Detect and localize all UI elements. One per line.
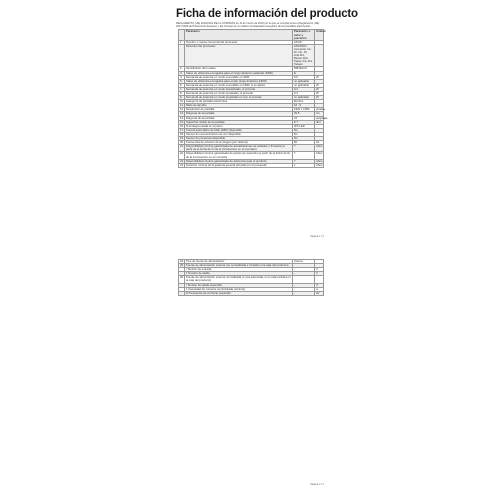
page-1 <box>173 8 358 240</box>
cell-param: Ratio de tamaño <box>185 104 293 108</box>
cell-unit: W <box>315 75 324 79</box>
cell-num: 3. <box>179 71 185 75</box>
cell-value: ASUSTeK Computer Inc., 1F, No. 15, Lide Rd., Beitou Dist., Taipei City 112, Taiwan <box>294 43 313 67</box>
cell-value: Monitor <box>293 100 315 104</box>
cell-param: Disponibilidad mínima garantizada de piezas de recambio (a partir de la fecha de fin de la introducción en el mercado) <box>185 152 293 159</box>
cell-value: No <box>293 132 315 136</box>
cell-num: 21. <box>179 145 185 152</box>
table-row <box>179 276 324 283</box>
cell-value: No <box>293 137 315 141</box>
cell-unit: W <box>315 96 324 100</box>
cell-num: 17. <box>180 127 184 132</box>
cell-param: ii Tensión de salida <box>185 272 293 276</box>
cell-value: 16 : 9 <box>293 104 315 108</box>
header-value: Parámetro o valor y precisión <box>293 30 315 40</box>
cell-num: 12. <box>180 107 184 112</box>
cell-value: - <box>293 291 315 295</box>
cell-param: Nombre o marca comercial del proveedor <box>185 40 293 44</box>
cell-param: Disponibilidad mínima garantizada de asistencia para el producto <box>185 159 293 163</box>
cell-num: 2. <box>179 67 185 71</box>
cell-param: Dirección del proveedor <box>185 44 293 67</box>
cell-value: - <box>293 268 315 272</box>
cell-param: Diagonal de la pantalla <box>185 116 293 120</box>
cell-param: Fuente de alimentación externa normalizada (o una adecuada, si no está incluida en la caja del producto) <box>186 275 291 283</box>
cell-unit: Años <box>315 152 324 159</box>
cell-num: 13. <box>180 111 184 116</box>
cell-value: E <box>293 71 315 75</box>
cell-num: 23. <box>180 158 184 163</box>
page-footer: Página 2 / 2 <box>310 483 324 486</box>
cell-num: 15. <box>180 119 184 124</box>
table-row <box>179 291 324 295</box>
cell-unit: V <box>315 283 324 287</box>
cell-num: 5. <box>179 79 185 83</box>
cell-param: Resolución de pantalla <box>185 108 293 112</box>
cell-param: Duración mínima de la garantía general ofrecida por el proveedor <box>185 163 293 167</box>
cell-value: No <box>293 128 315 132</box>
cell-num: 24. <box>180 162 184 167</box>
cell-unit: Años <box>315 145 324 152</box>
cell-param: Fuente de alimentación externa (no normalizada e incluida en la caja del producto) <box>185 264 293 268</box>
cell-value: MB16ACV <box>293 67 315 71</box>
header-unit: Unidad <box>315 30 324 40</box>
cell-unit: W <box>315 87 324 91</box>
cell-value: no aplicable <box>293 83 315 87</box>
document-title: Ficha de información del producto <box>176 8 358 20</box>
cell-value: 39.5 <box>293 112 315 116</box>
cell-num: 7. <box>179 87 185 91</box>
cell-param: i Tensión de salida requerida <box>185 283 293 287</box>
table-row <box>179 163 324 167</box>
cell-value: 0.3 <box>293 87 315 91</box>
cell-unit: cm <box>315 112 324 116</box>
cell-param: Demanda de potencia en modo encendido en HDR, si se aplica <box>185 83 293 87</box>
cell-unit: dm² <box>315 120 324 124</box>
cell-num: 16. <box>180 123 184 128</box>
cell-param: Demanda de potencia en modo desactivado, si procede <box>185 87 293 91</box>
cell-num: 18. <box>180 131 184 136</box>
cell-value: - <box>293 283 315 287</box>
cell-value: no aplicable <box>293 96 315 100</box>
table-row <box>179 44 324 67</box>
cell-value: no aplicable <box>293 79 315 83</box>
cell-param: Diagonal de la pantalla <box>185 112 293 116</box>
cell-param: Tecnología usada en el panel <box>185 124 293 128</box>
cell-param: Frecuencia de refresco de la imagen (por defecto) <box>185 141 293 145</box>
spec-table-continued <box>178 259 324 296</box>
cell-value: 6.7 <box>293 120 315 124</box>
cell-num: 10. <box>180 99 184 104</box>
cell-value: 16 <box>293 116 315 120</box>
cell-unit: W <box>315 83 324 87</box>
cell-param: iii Frecuencia de corriente requerida <box>185 291 293 295</box>
cell-unit: píxeles <box>316 107 325 112</box>
cell-value: - <box>293 272 315 276</box>
cell-value: 7 <box>293 152 315 159</box>
header-parameter: Parámetro <box>185 30 293 40</box>
cell-unit: A <box>315 287 324 291</box>
cell-unit: pulgadas <box>316 115 328 120</box>
cell-value: 1920 x 1080 <box>293 108 315 112</box>
cell-value: - <box>293 287 315 291</box>
cell-unit: Años <box>316 162 323 167</box>
cell-param: Demanda de potencia en modo preparado, si procede <box>185 92 293 96</box>
cell-unit: V <box>315 268 324 272</box>
page-2 <box>173 256 329 488</box>
regulation-text: REGLAMENTO (UE) 2019/2013 DE LA COMISIÓN de 11 de marzo de 2019 por el que se complementa el Reglamento (UE) 2017/1369 del Parlamento Europeo y del Consejo en lo relativo al etiquetado energético de las pantallas electrónicas <box>176 22 320 29</box>
cell-param: Clase de eficiencia energética para el rango dinámico estándar (SDR) <box>185 71 293 75</box>
table-header-row <box>179 30 324 40</box>
cell-unit: V <box>315 272 324 276</box>
page-footer: Página 1 / 2 <box>310 235 324 238</box>
cell-value: 7 <box>293 159 315 163</box>
cell-param: Demanda de potencia en modo encendido en SDR <box>185 75 293 79</box>
cell-num: 24. <box>180 259 184 263</box>
cell-num: 8. <box>179 92 185 96</box>
cell-value: IPS LED <box>293 124 315 128</box>
cell-num: 11. <box>180 103 184 108</box>
cell-param: Sensor de presencia disponible <box>185 137 293 141</box>
cell-unit <box>315 44 324 67</box>
cell-num: 4. <box>179 75 185 79</box>
cell-value: Interna <box>293 260 315 264</box>
cell-value <box>293 276 315 283</box>
cell-param: Categoría de pantalla electrónica <box>185 100 293 104</box>
cell-num: 9. <box>179 96 185 100</box>
cell-param: Superficie visible de la pantalla <box>185 120 293 124</box>
cell-unit: W <box>315 92 324 96</box>
cell-num: 26. <box>179 276 185 283</box>
cell-unit: Años <box>316 158 323 163</box>
cell-value: 7 <box>293 145 315 152</box>
cell-param: Disponibilidad mínima garantizada de actualizaciones de software y firmware (a partir de la fecha de fin de la introducción en el mercado) <box>185 145 293 152</box>
cell-num: 14. <box>180 115 184 120</box>
cell-num: 25. <box>180 263 184 268</box>
cell-num: 20. <box>180 140 184 145</box>
cell-value: 0.3 <box>293 92 315 96</box>
cell-num: 22. <box>179 152 185 159</box>
cell-param: Demanda de potencia en modo preparado en red, si procede <box>185 96 293 100</box>
cell-param: Control automático de brillo (ABC) disponible <box>185 128 293 132</box>
cell-unit <box>315 276 324 283</box>
spec-table <box>178 29 328 167</box>
cell-value: 1 <box>293 163 315 167</box>
cell-num: 19. <box>180 136 184 141</box>
cell-param: Sensor de reconocimiento de voz disponible <box>185 132 293 136</box>
cell-num: 1. <box>179 40 185 44</box>
cell-num: 6. <box>179 83 185 87</box>
cell-value: 60 <box>293 141 315 145</box>
cell-param: i Tensión de entrada <box>185 268 293 272</box>
cell-value: ASUS <box>293 40 315 44</box>
cell-param: Clase de eficiencia energética para el alto rango dinámico (HDR) <box>185 79 293 83</box>
cell-value: 6.0 <box>293 75 315 79</box>
cell-param: Tipo de fuente de alimentación: <box>185 260 293 264</box>
cell-param: ii Intensidad de corriente suministrada (mínima) <box>185 287 293 291</box>
cell-unit: Hz <box>315 291 324 295</box>
cell-param: Identificador del modelo <box>185 67 293 71</box>
cell-unit: Hz <box>315 141 324 145</box>
